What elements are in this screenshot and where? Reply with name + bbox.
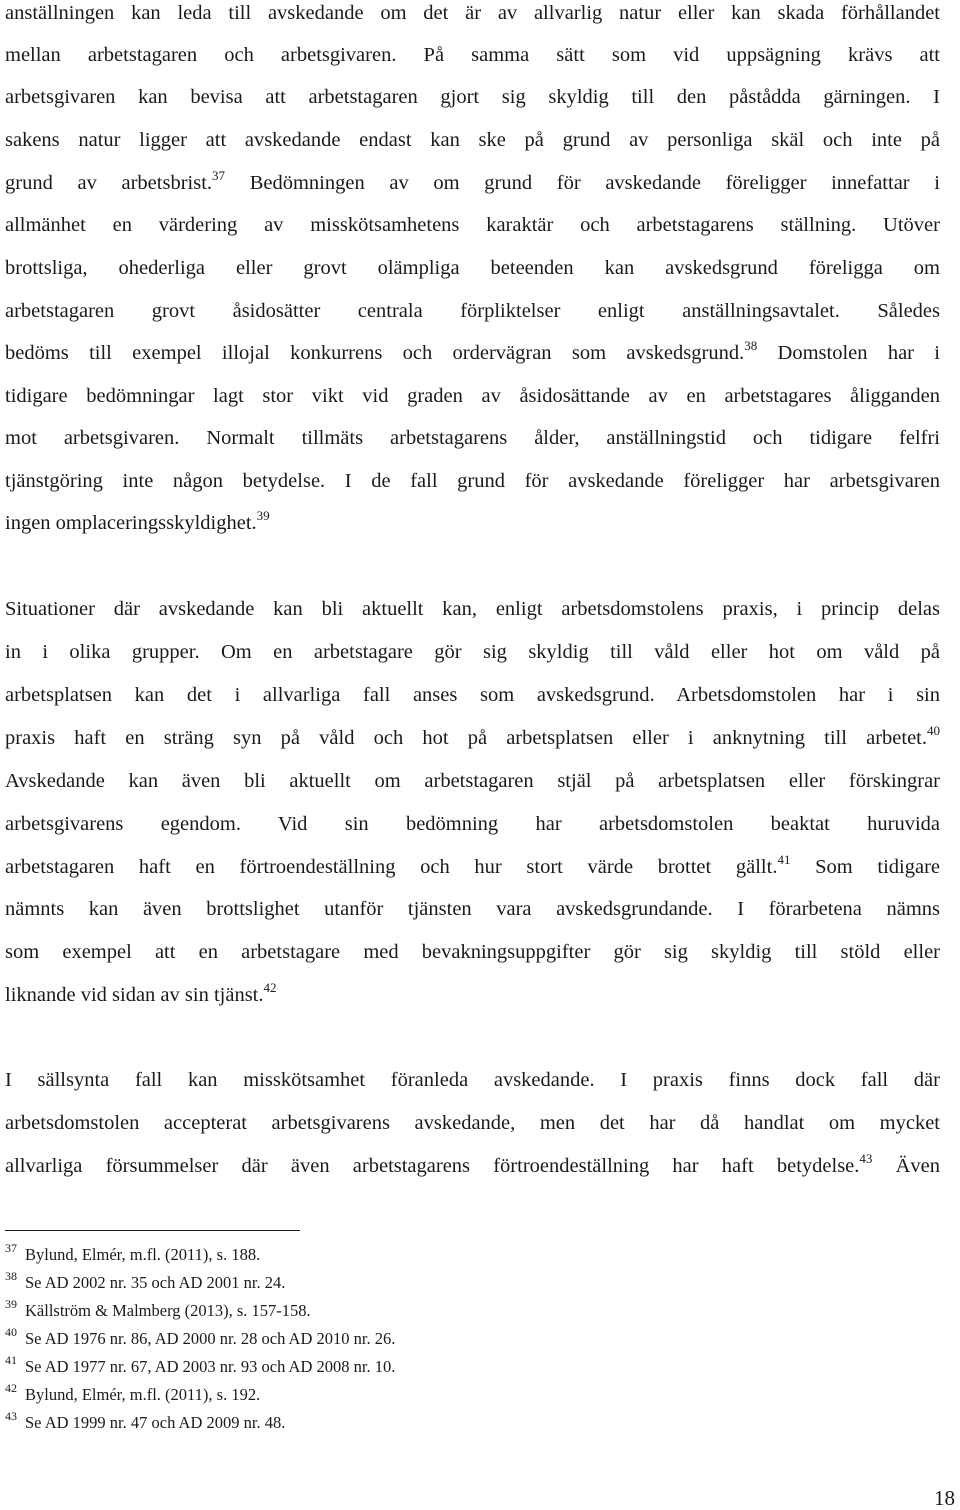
body-line [5, 168, 940, 195]
footnote [5, 1353, 396, 1377]
body-line-text: grund av arbetsbrist. [5, 172, 213, 194]
body-line [5, 213, 940, 237]
body-line [5, 1111, 940, 1135]
body-line-text: arbetstagaren grovt åsidosätter centrala förpliktelser enligt anställningsavtalet. Således [5, 300, 940, 322]
body-line [5, 683, 940, 707]
body-line-text: arbetsplatsen kan det i allvarliga fall anses som avskedsgrund. Arbetsdomstolen har i sin [5, 684, 940, 706]
body-line [5, 940, 940, 964]
body-line [5, 426, 940, 450]
footnote [5, 1325, 396, 1349]
body-line-text: mot arbetsgivaren. Normalt tillmäts arbetstagarens ålder, anställningstid och tidigare felfri [5, 427, 940, 449]
body-line-text: mellan arbetstagaren och arbetsgivaren. På samma sätt som vid uppsägning krävs att [5, 44, 940, 66]
body-line-text: liknande vid sidan av sin tjänst. [5, 984, 264, 1006]
body-line-text: arbetsgivarens egendom. Vid sin bedömning har arbetsdomstolen beaktat huruvida [5, 813, 940, 835]
footnote-reference: 37 [212, 168, 226, 183]
body-line [5, 897, 940, 921]
body-line-text: nämnts kan även brottslighet utanför tjänsten vara avskedsgrundande. I förarbetena nämns [5, 898, 940, 920]
body-line-text-continued: Även [872, 1155, 941, 1177]
body-line-text: tidigare bedömningar lagt stor vikt vid graden av åsidosättande av en arbetstagares åligganden [5, 385, 940, 407]
body-line-text: sakens natur ligger att avskedande endast kan ske på grund av personliga skäl och inte på [5, 129, 940, 151]
footnote-text: Bylund, Elmér, m.fl. (2011), s. 188. [25, 1245, 261, 1264]
body-line-text: allmänhet en värdering av misskötsamhetens karaktär och arbetstagarens ställning. Utöver [5, 214, 940, 236]
body-line-text: praxis haft en sträng syn på våld och hot på arbetsplatsen eller i anknytning till arbetet. [5, 727, 927, 749]
footnote-reference: 42 [263, 980, 277, 995]
footnote-text: Se AD 1976 nr. 86, AD 2000 nr. 28 och AD 2010 nr. 26. [25, 1329, 396, 1348]
body-line [5, 852, 940, 879]
body-line-text: arbetsgivaren kan bevisa att arbetstagaren gjort sig skyldig till den påstådda gärningen. I [5, 86, 940, 108]
body-line [5, 1151, 941, 1178]
body-line [5, 1, 940, 25]
footnote-reference: 38 [744, 338, 758, 353]
footnote [5, 1269, 286, 1293]
footnote-text: Bylund, Elmér, m.fl. (2011), s. 192. [25, 1385, 261, 1404]
body-line [5, 723, 940, 750]
body-line-text-continued: Bedömningen av om grund för avskedande föreligger innefattar i [225, 172, 940, 194]
page-number: 18 [934, 1486, 955, 1510]
footnote-number: 38 [5, 1269, 17, 1283]
body-line-text: anställningen kan leda till avskedande om det är av allvarlig natur eller kan skada förhållandet [5, 2, 940, 24]
footnote-number: 41 [5, 1353, 17, 1367]
body-line-text: allvarliga försummelser där även arbetstagarens förtroendeställning har haft betydelse. [5, 1155, 860, 1177]
body-line-text: arbetstagaren haft en förtroendeställning och hur stort värde brottet gällt. [5, 856, 778, 878]
footnote-number: 43 [5, 1409, 17, 1423]
footnote [5, 1241, 261, 1265]
footnote-reference: 41 [777, 852, 791, 867]
footnote-text: Se AD 2002 nr. 35 och AD 2001 nr. 24. [25, 1273, 286, 1292]
body-line-text-continued: Som tidigare [790, 856, 940, 878]
body-line-text: I sällsynta fall kan misskötsamhet föranleda avskedande. I praxis finns dock fall där [5, 1069, 940, 1091]
footnote-reference: 43 [859, 1151, 873, 1166]
body-line [5, 980, 940, 1007]
body-line [5, 1068, 940, 1092]
footnote-number: 42 [5, 1381, 17, 1395]
body-line-text: arbetsdomstolen accepterat arbetsgivarens avskedande, men det har då handlat om mycket [5, 1112, 940, 1134]
body-line-text: Situationer där avskedande kan bli aktuellt kan, enligt arbetsdomstolens praxis, i princip delas [5, 598, 940, 620]
body-line-text: brottsliga, ohederliga eller grovt olämpliga beteenden kan avskedsgrund föreligga om [5, 257, 940, 279]
body-line [5, 256, 940, 280]
body-line [5, 384, 940, 408]
footnote-text: Källström & Malmberg (2013), s. 157-158. [25, 1301, 311, 1320]
body-line [5, 85, 940, 109]
body-line-text: ingen omplaceringsskyldighet. [5, 512, 257, 534]
footnote [5, 1297, 311, 1321]
body-line [5, 812, 940, 836]
body-line [5, 43, 940, 67]
footnote-number: 39 [5, 1297, 17, 1311]
body-line [5, 469, 940, 493]
body-line [5, 508, 940, 535]
footnote [5, 1409, 286, 1433]
footnote-reference: 39 [256, 508, 270, 523]
body-line [5, 299, 940, 323]
body-line [5, 597, 940, 621]
footnote-text: Se AD 1977 nr. 67, AD 2003 nr. 93 och AD 2008 nr. 10. [25, 1357, 396, 1376]
body-line [5, 128, 940, 152]
footnote-text: Se AD 1999 nr. 47 och AD 2009 nr. 48. [25, 1413, 286, 1432]
footnote-number: 37 [5, 1241, 17, 1255]
body-line [5, 640, 940, 664]
body-line-text: in i olika grupper. Om en arbetstagare gör sig skyldig till våld eller hot om våld på [5, 641, 940, 663]
body-line-text: bedöms till exempel illojal konkurrens och ordervägran som avskedsgrund. [5, 342, 745, 364]
body-line-text-continued: Domstolen har i [757, 342, 940, 364]
footnote-number: 40 [5, 1325, 17, 1339]
body-line [5, 769, 940, 793]
footnote-separator [5, 1230, 300, 1231]
footnote [5, 1381, 261, 1405]
body-line-text: som exempel att en arbetstagare med bevakningsuppgifter gör sig skyldig till stöld eller [5, 941, 940, 963]
body-line [5, 338, 940, 365]
body-line-text: Avskedande kan även bli aktuellt om arbetstagaren stjäl på arbetsplatsen eller förskingrar [5, 770, 940, 792]
footnote-reference: 40 [927, 723, 940, 738]
body-line-text: tjänstgöring inte någon betydelse. I de fall grund för avskedande föreligger har arbetsgivaren [5, 470, 940, 492]
